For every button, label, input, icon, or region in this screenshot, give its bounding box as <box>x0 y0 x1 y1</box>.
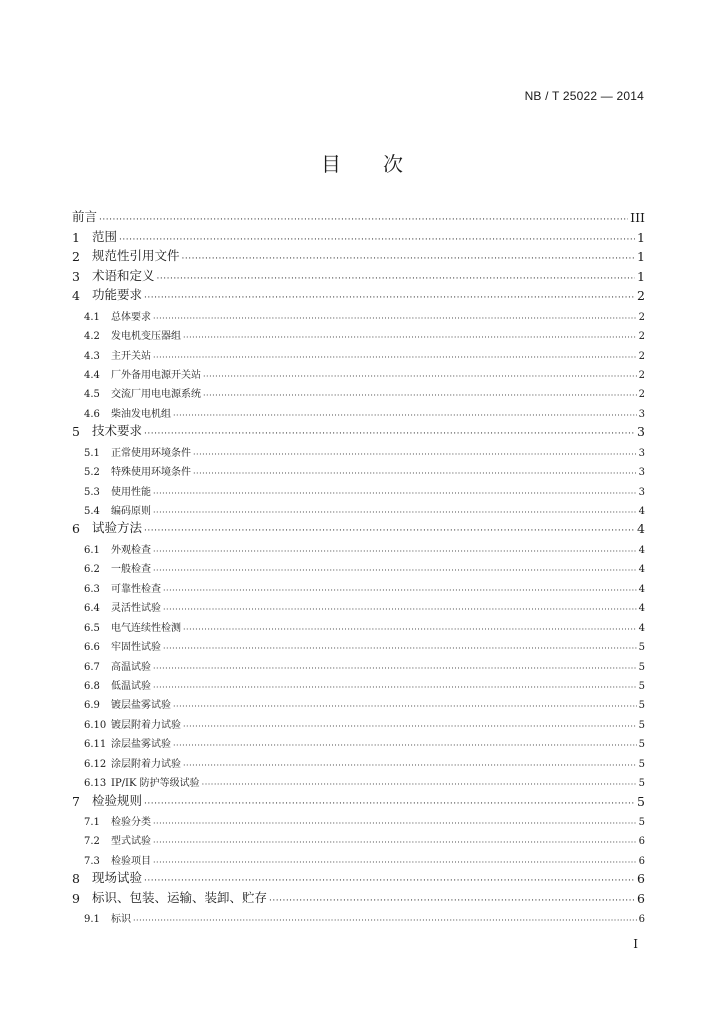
toc-entry-number: 7 <box>72 793 80 809</box>
toc-entry-number: 5.3 <box>84 486 100 498</box>
toc-entry[interactable] <box>72 867 645 886</box>
toc-entry-page-number: 2 <box>638 331 645 343</box>
toc-entry-label: 柴油发电机组 <box>111 408 171 420</box>
toc-entry-page-number: 4 <box>638 603 645 615</box>
table-of-contents <box>72 206 645 925</box>
toc-entry-label: 检验项目 <box>111 855 151 867</box>
dot-leader <box>144 526 635 536</box>
toc-entry-label: 厂外备用电源开关站 <box>111 369 201 381</box>
toc-entry-label: 型式试验 <box>111 836 151 848</box>
toc-entry[interactable] <box>72 614 645 633</box>
toc-entry-number: 6.9 <box>84 700 100 712</box>
toc-entry-label: 涂层附着力试验 <box>111 758 181 770</box>
toc-entry-page-number: 4 <box>638 564 645 576</box>
dot-leader <box>153 353 637 362</box>
toc-entry-label: 一般检查 <box>111 564 151 576</box>
toc-entry-number: 9 <box>72 890 80 906</box>
toc-entry-number: 6.11 <box>84 739 107 751</box>
dot-leader <box>153 858 637 867</box>
toc-entry[interactable] <box>72 789 645 808</box>
toc-entry-page-number: 3 <box>638 467 645 479</box>
toc-entry-number: 4.2 <box>84 331 100 343</box>
toc-entry-label: 交流厂用电电源系统 <box>111 389 201 401</box>
toc-entry-label: 试验方法 <box>92 520 143 536</box>
toc-entry-number: 7.1 <box>84 817 100 828</box>
toc-entry[interactable] <box>72 556 645 575</box>
toc-entry-page-number: 5 <box>638 642 645 654</box>
toc-entry-page-number: 2 <box>638 350 645 362</box>
toc-entry[interactable] <box>72 770 645 789</box>
toc-entry-label: 低温试验 <box>111 680 151 692</box>
toc-entry-page-number: 6 <box>637 871 645 887</box>
toc-entry-number: 5.2 <box>84 467 100 479</box>
toc-entry-page-number: 3 <box>638 486 645 498</box>
toc-entry-number: 2 <box>72 249 80 265</box>
toc-entry-label: 涂层盐雾试验 <box>111 739 171 751</box>
toc-entry-label: 总体要求 <box>111 311 151 323</box>
toc-entry[interactable] <box>72 264 645 283</box>
dot-leader <box>99 215 628 225</box>
toc-title-char-1: 目 <box>321 152 341 176</box>
toc-entry-page-number: 5 <box>638 739 645 751</box>
toc-entry-number: 6.3 <box>84 583 100 595</box>
toc-entry-page-number: 4 <box>638 506 645 517</box>
toc-entry-label: 标识、包装、运输、装卸、贮存 <box>92 889 268 905</box>
dot-leader <box>173 741 637 750</box>
dot-leader <box>133 916 637 925</box>
toc-entry-page-number: 6 <box>638 836 645 848</box>
toc-entry[interactable] <box>72 536 645 555</box>
dot-leader <box>144 429 635 439</box>
dot-leader <box>163 586 637 595</box>
toc-entry-number: 3 <box>72 268 80 284</box>
toc-entry-number: 7.3 <box>84 855 100 867</box>
toc-entry-number: 4 <box>72 288 80 304</box>
toc-entry-label: 可靠性检查 <box>111 583 161 595</box>
dot-leader <box>153 489 637 498</box>
toc-entry-page-number: III <box>630 210 645 226</box>
dot-leader <box>193 469 637 478</box>
toc-entry[interactable] <box>72 673 645 692</box>
toc-entry[interactable] <box>72 439 645 458</box>
toc-entry-number: 9.1 <box>84 914 100 926</box>
toc-entry-label: 镀层附着力试验 <box>111 719 181 731</box>
dot-leader <box>163 644 637 653</box>
dot-leader <box>173 702 637 711</box>
toc-entry-page-number: 4 <box>637 521 645 537</box>
toc-entry[interactable] <box>72 517 645 536</box>
toc-entry-page-number: 2 <box>638 369 645 381</box>
toc-entry-label: 范围 <box>92 228 118 244</box>
toc-entry[interactable] <box>72 381 645 400</box>
toc-entry[interactable] <box>72 595 645 614</box>
toc-entry-label: 使用性能 <box>111 486 151 498</box>
toc-entry-number: 5.1 <box>84 447 100 459</box>
toc-entry[interactable] <box>72 206 645 225</box>
toc-entry-number: 6.7 <box>84 661 100 673</box>
toc-entry-label: 外观检查 <box>111 544 151 556</box>
toc-entry[interactable] <box>72 634 645 653</box>
toc-entry-label: 灵活性试验 <box>111 603 161 615</box>
toc-entry[interactable] <box>72 653 645 672</box>
toc-entry-label: 牢固性试验 <box>111 642 161 654</box>
toc-entry[interactable] <box>72 498 645 517</box>
toc-entry-label: 电气连续性检测 <box>111 622 181 634</box>
toc-entry-label: 检验规则 <box>92 792 143 808</box>
toc-entry-page-number: 1 <box>637 268 645 284</box>
dot-leader <box>153 566 637 575</box>
toc-entry-page-number: 5 <box>638 758 645 770</box>
toc-entry-number: 4.3 <box>84 350 100 362</box>
toc-entry-page-number: 2 <box>638 389 645 401</box>
toc-entry[interactable] <box>72 245 645 264</box>
dot-leader <box>203 372 637 381</box>
toc-title-char-2: 次 <box>383 152 403 176</box>
dot-leader <box>153 838 637 847</box>
toc-entry[interactable] <box>72 731 645 750</box>
toc-entry[interactable] <box>72 478 645 497</box>
toc-entry[interactable] <box>72 711 645 730</box>
toc-entry-label: 术语和定义 <box>92 267 155 283</box>
toc-entry-label: 技术要求 <box>92 423 143 439</box>
dot-leader <box>183 333 637 342</box>
toc-entry[interactable] <box>72 342 645 361</box>
toc-entry-page-number: 5 <box>638 817 645 828</box>
toc-entry-page-number: 6 <box>638 855 645 867</box>
toc-entry-number: 6.5 <box>84 622 100 634</box>
standard-number: NB / T 25022 — 2014 <box>524 89 644 103</box>
toc-entry[interactable] <box>72 906 645 925</box>
toc-entry-label: 规范性引用文件 <box>92 248 180 264</box>
toc-entry-page-number: 3 <box>638 447 645 459</box>
dot-leader <box>153 683 637 692</box>
toc-entry-number: 8 <box>72 871 80 887</box>
page-folio: I <box>633 937 638 951</box>
dot-leader <box>202 780 637 789</box>
toc-entry-label: 前言 <box>72 209 98 225</box>
toc-entry-label: 标识 <box>111 914 131 926</box>
toc-entry-number: 1 <box>72 229 80 245</box>
toc-entry-label: 镀层盐雾试验 <box>111 700 171 712</box>
toc-entry-number: 6.13 <box>84 778 107 790</box>
toc-entry[interactable] <box>72 362 645 381</box>
toc-entry[interactable] <box>72 323 645 342</box>
toc-title <box>0 148 724 177</box>
dot-leader <box>153 819 637 828</box>
toc-entry-number: 5.4 <box>84 506 100 517</box>
dot-leader <box>153 547 637 556</box>
toc-entry-label: 功能要求 <box>92 287 143 303</box>
toc-entry-page-number: 5 <box>638 719 645 731</box>
toc-entry-page-number: 5 <box>638 700 645 712</box>
toc-entry[interactable] <box>72 750 645 769</box>
toc-entry-label: 正常使用环境条件 <box>111 447 191 459</box>
toc-entry-page-number: 1 <box>637 229 645 245</box>
dot-leader <box>153 314 637 323</box>
toc-entry-page-number: 2 <box>638 311 645 323</box>
toc-entry-page-number: 5 <box>638 661 645 673</box>
toc-entry-number: 6.6 <box>84 642 100 654</box>
toc-entry-number: 6.2 <box>84 564 100 576</box>
toc-entry[interactable] <box>72 847 645 866</box>
toc-entry-label: 主开关站 <box>111 350 151 362</box>
toc-entry[interactable] <box>72 828 645 847</box>
toc-entry-page-number: 2 <box>637 288 645 304</box>
toc-entry-page-number: 6 <box>638 914 645 926</box>
dot-leader <box>269 896 635 906</box>
toc-entry[interactable] <box>72 420 645 439</box>
toc-entry-number: 6 <box>72 521 80 537</box>
dot-leader <box>173 411 637 420</box>
toc-entry[interactable] <box>72 886 645 905</box>
dot-leader <box>183 722 637 731</box>
toc-entry-label: 发电机变压器组 <box>111 331 181 343</box>
dot-leader <box>193 450 637 459</box>
toc-entry-number: 6.4 <box>84 603 100 615</box>
toc-entry[interactable] <box>72 692 645 711</box>
toc-entry-page-number: 3 <box>638 408 645 420</box>
toc-entry-label: 检验分类 <box>111 817 151 828</box>
toc-entry-page-number: 4 <box>638 544 645 556</box>
toc-entry-label: 编码原则 <box>111 506 151 517</box>
toc-entry[interactable] <box>72 809 645 828</box>
toc-entry-number: 6.10 <box>84 719 107 731</box>
toc-entry[interactable] <box>72 575 645 594</box>
dot-leader <box>157 274 636 284</box>
dot-leader <box>183 761 637 770</box>
dot-leader <box>144 876 635 886</box>
toc-entry-label: 高温试验 <box>111 661 151 673</box>
toc-entry-page-number: 3 <box>637 424 645 440</box>
dot-leader <box>144 293 635 303</box>
dot-leader <box>163 605 637 614</box>
dot-leader <box>144 799 635 809</box>
toc-entry-number: 5 <box>72 424 80 440</box>
dot-leader <box>119 235 635 245</box>
dot-leader <box>182 254 636 264</box>
toc-entry-label: 现场试验 <box>92 870 143 886</box>
toc-entry-page-number: 4 <box>638 583 645 595</box>
dot-leader <box>153 664 637 673</box>
toc-entry-number: 7.2 <box>84 836 100 848</box>
toc-entry-page-number: 1 <box>637 249 645 265</box>
toc-entry-number: 6.1 <box>84 544 100 556</box>
toc-entry-number: 4.5 <box>84 389 100 401</box>
toc-entry[interactable] <box>72 459 645 478</box>
toc-entry-number: 6.12 <box>84 758 107 770</box>
toc-entry-number: 6.8 <box>84 680 100 692</box>
toc-entry-page-number: 4 <box>638 622 645 634</box>
dot-leader <box>153 508 637 517</box>
toc-entry-page-number: 5 <box>637 793 645 809</box>
toc-entry-number: 4.1 <box>84 311 100 323</box>
toc-entry-page-number: 6 <box>637 890 645 906</box>
toc-entry-page-number: 5 <box>638 778 645 790</box>
toc-entry-label: 特殊使用环境条件 <box>111 467 191 479</box>
toc-entry[interactable] <box>72 400 645 419</box>
dot-leader <box>183 625 637 634</box>
toc-entry[interactable] <box>72 303 645 322</box>
toc-entry-label: IP/IK 防护等级试验 <box>111 778 200 790</box>
toc-entry[interactable] <box>72 225 645 244</box>
toc-entry[interactable] <box>72 284 645 303</box>
toc-entry-page-number: 5 <box>638 680 645 692</box>
toc-entry-number: 4.4 <box>84 369 100 381</box>
toc-entry-number: 4.6 <box>84 408 100 420</box>
dot-leader <box>203 391 637 400</box>
